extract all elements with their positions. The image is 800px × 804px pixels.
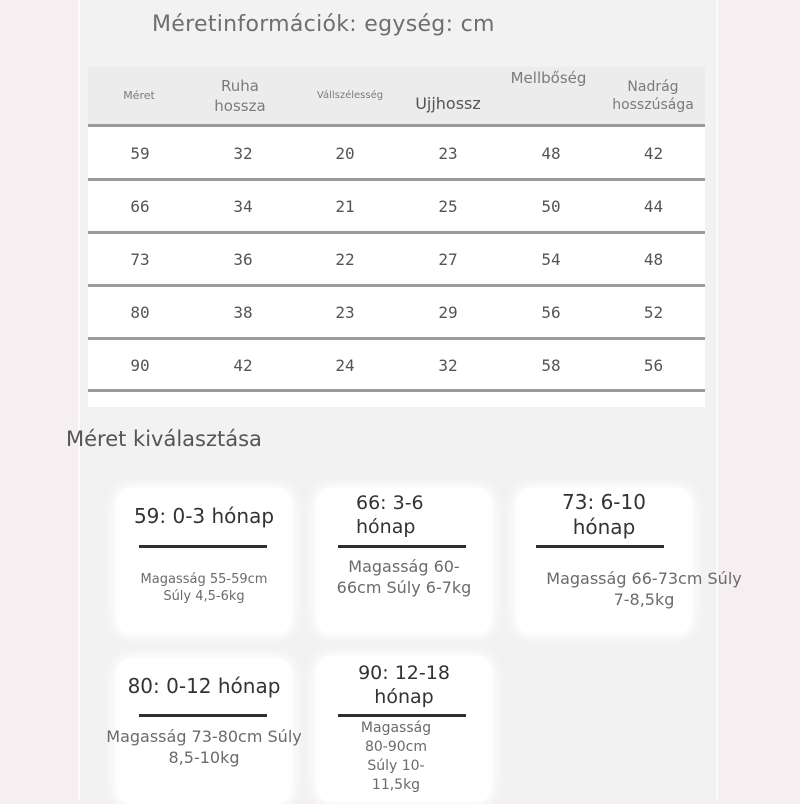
table-row <box>88 128 705 178</box>
table-cell: 56 <box>541 302 561 322</box>
size-card-66[interactable] <box>316 488 492 634</box>
table-cell: 59 <box>130 143 150 163</box>
size-card-73[interactable] <box>516 488 742 634</box>
table-cell: 80 <box>130 302 150 322</box>
table-cell: 38 <box>233 302 253 322</box>
header-ruha-hossza: Ruha hossza <box>214 77 266 115</box>
table-row <box>88 234 705 284</box>
size-table <box>88 67 705 407</box>
table-cell: 29 <box>438 302 458 322</box>
table-cell: 90 <box>130 355 150 375</box>
table-cell: 32 <box>233 143 253 163</box>
table-cell: 27 <box>438 249 458 269</box>
size-card-90[interactable] <box>316 656 492 802</box>
table-cell: 44 <box>643 196 664 216</box>
table-row <box>88 181 705 231</box>
size-card-description: Magasság 55-59cm Súly 4,5-6kg <box>140 572 268 604</box>
table-cell: 36 <box>233 249 253 269</box>
size-card-80[interactable] <box>106 658 302 804</box>
size-card-59[interactable] <box>116 488 292 634</box>
table-cell: 23 <box>438 143 458 163</box>
table-divider <box>88 124 705 127</box>
card-divider <box>536 545 664 548</box>
table-cell: 23 <box>335 302 355 322</box>
size-card-description: Magasság 60-66cm Súly 6-7kg <box>336 557 472 597</box>
table-header-row <box>88 67 705 125</box>
table-cell: 21 <box>335 196 355 216</box>
right-divider <box>716 0 718 800</box>
table-cell: 24 <box>335 355 355 375</box>
table-cell: 20 <box>335 143 355 163</box>
size-card-title: 59: 0-3 hónap <box>133 504 275 528</box>
table-cell: 48 <box>541 143 561 163</box>
size-card-description: Magasság 66-73cm Súly 7-8,5kg <box>546 569 742 609</box>
size-card-description: Magasság 80-90cm Súly 10-11,5kg <box>360 720 432 793</box>
table-divider <box>88 389 705 392</box>
table-cell: 42 <box>233 355 253 375</box>
table-cell: 58 <box>541 355 561 375</box>
size-card-title: 66: 3-6 hónap <box>356 492 424 538</box>
table-cell: 25 <box>438 196 458 216</box>
size-selection-title: Méret kiválasztása <box>66 427 262 451</box>
card-divider <box>139 545 267 548</box>
left-divider <box>78 0 80 800</box>
table-cell: 66 <box>130 196 150 216</box>
header-ujjhossz: Ujjhossz <box>415 93 481 113</box>
table-cell: 34 <box>233 196 253 216</box>
table-cell: 22 <box>335 249 355 269</box>
table-cell: 56 <box>643 355 664 375</box>
card-divider <box>338 714 466 717</box>
card-divider <box>139 714 267 717</box>
card-divider <box>338 545 466 548</box>
header-meret: Méret <box>123 88 155 102</box>
header-mellboseg: Mellbőség <box>510 69 587 87</box>
table-cell: 52 <box>643 302 664 322</box>
size-card-title: 80: 0-12 hónap <box>127 674 281 698</box>
table-cell: 50 <box>541 196 561 216</box>
table-cell: 32 <box>438 355 458 375</box>
table-cell: 48 <box>643 249 664 269</box>
size-card-description: Magasság 73-80cm Súly 8,5-10kg <box>106 727 302 767</box>
size-card-title: 90: 12-18 hónap <box>358 662 450 708</box>
table-cell: 73 <box>130 249 150 269</box>
table-cell: 42 <box>643 143 664 163</box>
table-cell: 54 <box>541 249 561 269</box>
size-info-title: Méretinformációk: egység: cm <box>152 12 495 37</box>
table-row <box>88 287 705 337</box>
size-card-title: 73: 6-10 hónap <box>562 490 646 539</box>
header-nadrag-hosszusaga: Nadrág hosszúsága <box>612 79 694 113</box>
table-row <box>88 340 705 390</box>
header-vallszelesseg: Vállszélesség <box>316 90 384 102</box>
